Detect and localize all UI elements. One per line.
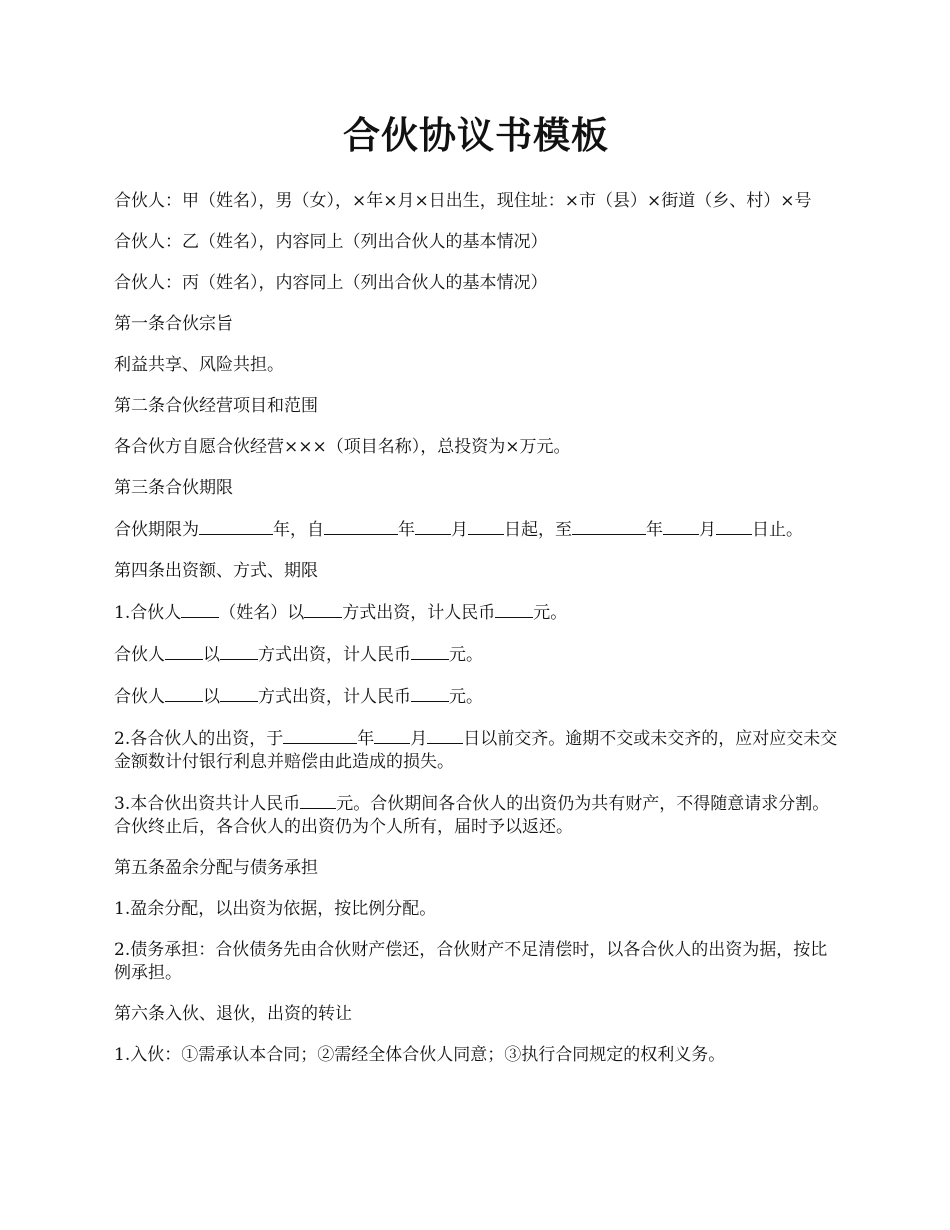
c4-text-d: 日以前交齐。逾期不交或未交齐的，应对应交未交金额数计付银行利息并赔偿由此造成的损失。 bbox=[114, 729, 838, 772]
c4-text-b: 年 bbox=[357, 729, 375, 749]
blank-line bbox=[468, 518, 504, 535]
contribution-2 bbox=[114, 643, 838, 667]
c1-text-d: 元。 bbox=[533, 603, 568, 623]
blank-line bbox=[283, 727, 357, 744]
partner-c-paragraph: 合伙人：丙（姓名），内容同上（列出合伙人的基本情况） bbox=[114, 273, 548, 293]
admission-clause: 1.入伙：①需承认本合同；②需经全体合伙人同意；③执行合同规定的权利义务。 bbox=[114, 1045, 726, 1065]
c4-text-c: 月 bbox=[410, 729, 428, 749]
profit-distribution: 1.盈余分配，以出资为依据，按比例分配。 bbox=[114, 899, 437, 919]
term-text-d: 月 bbox=[451, 520, 468, 540]
blank-line bbox=[300, 792, 336, 809]
blank-line bbox=[495, 601, 533, 618]
debt-bearing: 2.债务承担：合伙债务先由合伙财产偿还，合伙财产不足清偿时，以各合伙人的出资为据，按比例承担。 bbox=[114, 940, 828, 983]
c3-text-d: 元。 bbox=[449, 687, 483, 707]
section-2-text: 各合伙方自愿合伙经营×××（项目名称），总投资为×万元。 bbox=[114, 437, 571, 457]
blank-line bbox=[165, 685, 203, 702]
blank-line bbox=[304, 601, 342, 618]
blank-line bbox=[716, 518, 752, 535]
blank-line bbox=[220, 643, 258, 660]
partner-a-paragraph: 合伙人：甲（姓名），男（女），×年×月×日出生，现住址：×市（县）×街道（乡、村）×号 bbox=[114, 191, 812, 211]
c3-text-a: 合伙人 bbox=[114, 687, 165, 707]
c3-text-c: 方式出资，计人民币 bbox=[258, 687, 411, 707]
contribution-3 bbox=[114, 685, 838, 709]
c2-text-a: 合伙人 bbox=[114, 645, 165, 665]
blank-line bbox=[374, 727, 410, 744]
section-2-heading: 第二条合伙经营项目和范围 bbox=[114, 396, 318, 416]
term-text-g: 月 bbox=[699, 520, 716, 540]
blank-line bbox=[415, 518, 451, 535]
c1-text-a: 1.合伙人 bbox=[114, 603, 182, 623]
term-text-f: 年 bbox=[646, 520, 663, 540]
term-text-b: 年，自 bbox=[273, 520, 324, 540]
c5-text-a: 3.本合伙出资共计人民币 bbox=[114, 794, 301, 814]
blank-line bbox=[411, 685, 449, 702]
blank-line bbox=[572, 518, 646, 535]
section-6-heading: 第六条入伙、退伙，出资的转让 bbox=[114, 1004, 352, 1024]
blank-line bbox=[199, 518, 273, 535]
c3-text-b: 以 bbox=[203, 687, 220, 707]
c2-text-d: 元。 bbox=[449, 645, 483, 665]
blank-line bbox=[411, 643, 449, 660]
blank-line bbox=[427, 727, 463, 744]
contribution-total bbox=[114, 792, 838, 839]
c5-text-b: 元。合伙期间各合伙人的出资仍为共有财产，不得随意请求分割。合伙终止后，各合伙人的出资仍为个人所有，届时予以返还。 bbox=[114, 794, 830, 837]
c2-text-b: 以 bbox=[203, 645, 220, 665]
contribution-1 bbox=[114, 601, 838, 625]
term-text-e: 日起，至 bbox=[504, 520, 572, 540]
section-1-text: 利益共享、风险共担。 bbox=[114, 355, 284, 375]
c4-text-a: 2.各合伙人的出资，于 bbox=[114, 729, 284, 749]
section-3-heading: 第三条合伙期限 bbox=[114, 478, 233, 498]
section-4-heading: 第四条出资额、方式、期限 bbox=[114, 561, 318, 581]
section-1-heading: 第一条合伙宗旨 bbox=[114, 314, 233, 334]
blank-line bbox=[181, 601, 219, 618]
partner-b-paragraph: 合伙人：乙（姓名），内容同上（列出合伙人的基本情况） bbox=[114, 232, 548, 252]
c2-text-c: 方式出资，计人民币 bbox=[258, 645, 411, 665]
blank-line bbox=[663, 518, 699, 535]
blank-line bbox=[165, 643, 203, 660]
contribution-deadline bbox=[114, 727, 838, 774]
c1-text-c: 方式出资，计人民币 bbox=[342, 603, 496, 623]
term-text-c: 年 bbox=[398, 520, 415, 540]
term-text-a: 合伙期限为 bbox=[114, 520, 199, 540]
blank-line bbox=[220, 685, 258, 702]
document-title: 合伙协议书模板 bbox=[343, 113, 609, 157]
section-5-heading: 第五条盈余分配与债务承担 bbox=[114, 858, 318, 878]
term-paragraph bbox=[114, 518, 838, 542]
c1-text-b: （姓名）以 bbox=[219, 603, 305, 623]
blank-line bbox=[324, 518, 398, 535]
term-text-h: 日止。 bbox=[752, 520, 803, 540]
